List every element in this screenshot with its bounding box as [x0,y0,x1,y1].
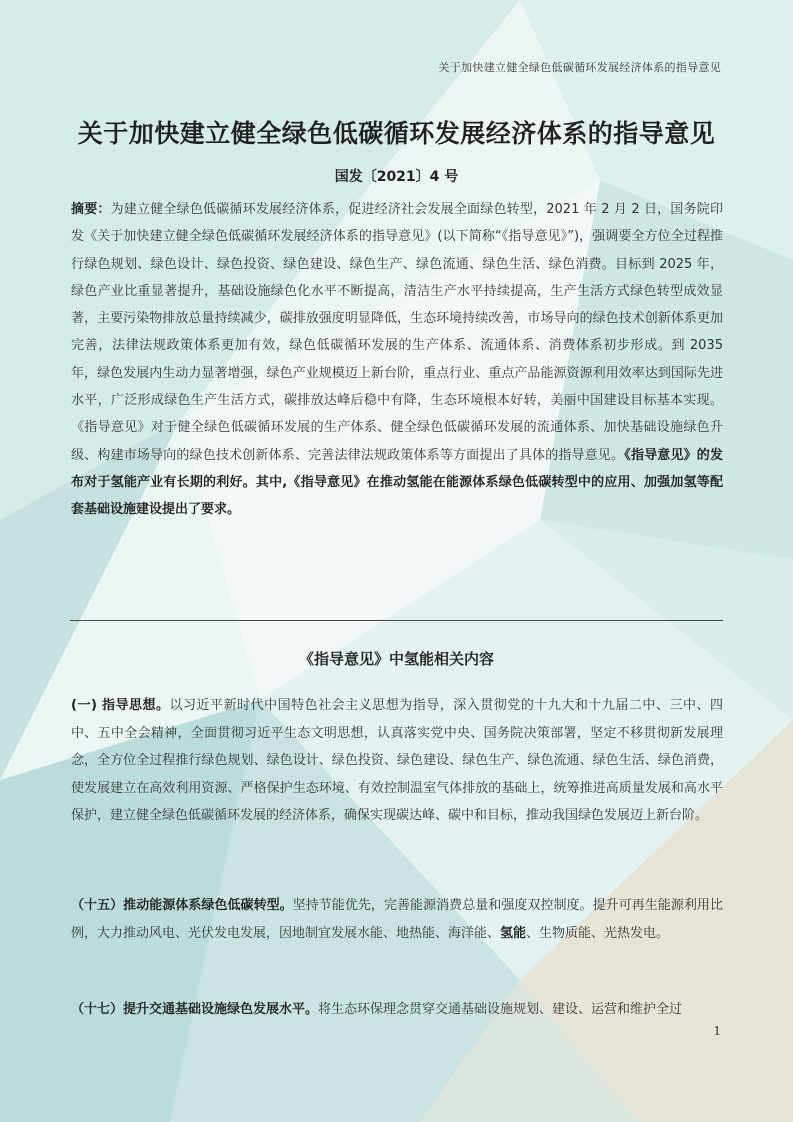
paragraph-text: 将生态环保理念贯穿交通基础设施规划、建设、运营和维护全过 [318,1002,683,1017]
page-number: 1 [713,1024,721,1038]
document-number: 国发〔2021〕4 号 [334,169,459,185]
paragraph-label: （十七）提升交通基础设施绿色发展水平。 [71,1002,319,1017]
paragraph-label: (一) 指导思想。 [71,698,170,713]
paragraph-text: 坚持节能优先，完善能源消费总量和强度双控制度。提升可再生能源利用比例，大力推动风电、光伏发电发展，因地制宜发展水能、地热能、海洋能、 [71,898,723,941]
abstract-label: 摘要： [71,202,111,217]
paragraph-energy-transition [71,892,723,947]
paragraph-transport-infrastructure [71,996,723,1024]
hydrogen-keyword: 氢能 [500,925,527,941]
paragraph-text: 、生物质能、光热发电。 [526,925,670,941]
paragraph-label: （十五）推动能源体系绿色低碳转型。 [71,898,293,913]
document-title: 关于加快建立健全绿色低碳循环发展经济体系的指导意见 [77,119,716,148]
section-heading: 《指导意见》中氢能相关内容 [298,650,494,668]
abstract-text: 为建立健全绿色低碳循环发展经济体系，促进经济社会发展全面绿色转型，2021 年 2 月 2 日，国务院印发《关于加快建立健全绿色低碳循环发展经济体系的指导意见》(以下简称“《指导意见》”)，强调要全方位全过程推行绿色规划、绿色设计、绿色投资、绿色建设、绿色生产、绿色流通、绿色生活、绿色消费。目标到 2025 年，绿色产业比重显著提升，基础设施绿色化水平不断提高，清洁生产水平持续提高，生产生活方式绿色转型成效显著，主要污染物排放总量持续减少，碳排放强度明显降低，生态环境持续改善，市场导向的绿色技术创新体系更加完善，法律法规政策体系更加有效，绿色低碳循环发展的生产体系、流通体系、消费体系初步形成。到 2035 年，绿色发展内生动力显著增强，绿色产业规模迈上新台阶，重点行业、重点产品能源资源利用效率达到国际先进水平，广泛形成绿色生产生活方式，碳排放达峰后稳中有降，生态环境根本好转，美丽中国建设目标基本实现。《指导意见》对于健全绿色低碳循环发展的生产体系、健全绿色低碳循环发展的流通体系、加快基础设施绿色升级、构建市场导向的绿色技术创新体系、完善法律法规政策体系等方面提出了具体的指导意见。 [71,202,723,463]
running-header: 关于加快建立健全绿色低碳循环发展经济体系的指导意见 [438,61,721,74]
abstract-bold-text: 《指导意见》的发布对于氢能产业有长期的利好。其中,《指导意见》在推动氢能在能源体系绿色低碳转型中的应用、加强加氢等配套基础设施建设提出了要求。 [71,447,723,518]
abstract-paragraph [71,196,723,524]
paragraph-guiding-ideology [71,692,723,830]
paragraph-text: 以习近平新时代中国特色社会主义思想为指导，深入贯彻党的十九大和十九届二中、三中、四中、五中全会精神，全面贯彻习近平生态文明思想，认真落实党中央、国务院决策部署，坚定不移贯彻新发展理念，全方位全过程推行绿色规划、绿色设计、绿色投资、绿色建设、绿色生产、绿色流通、绿色生活、绿色消费，使发展建立在高效利用资源、严格保护生态环境、有效控制温室气体排放的基础上，统筹推进高质量发展和高水平保护，建立健全绿色低碳循环发展的经济体系，确保实现碳达峰、碳中和目标，推动我国绿色发展迈上新台阶。 [71,698,723,823]
section-divider [70,620,723,621]
